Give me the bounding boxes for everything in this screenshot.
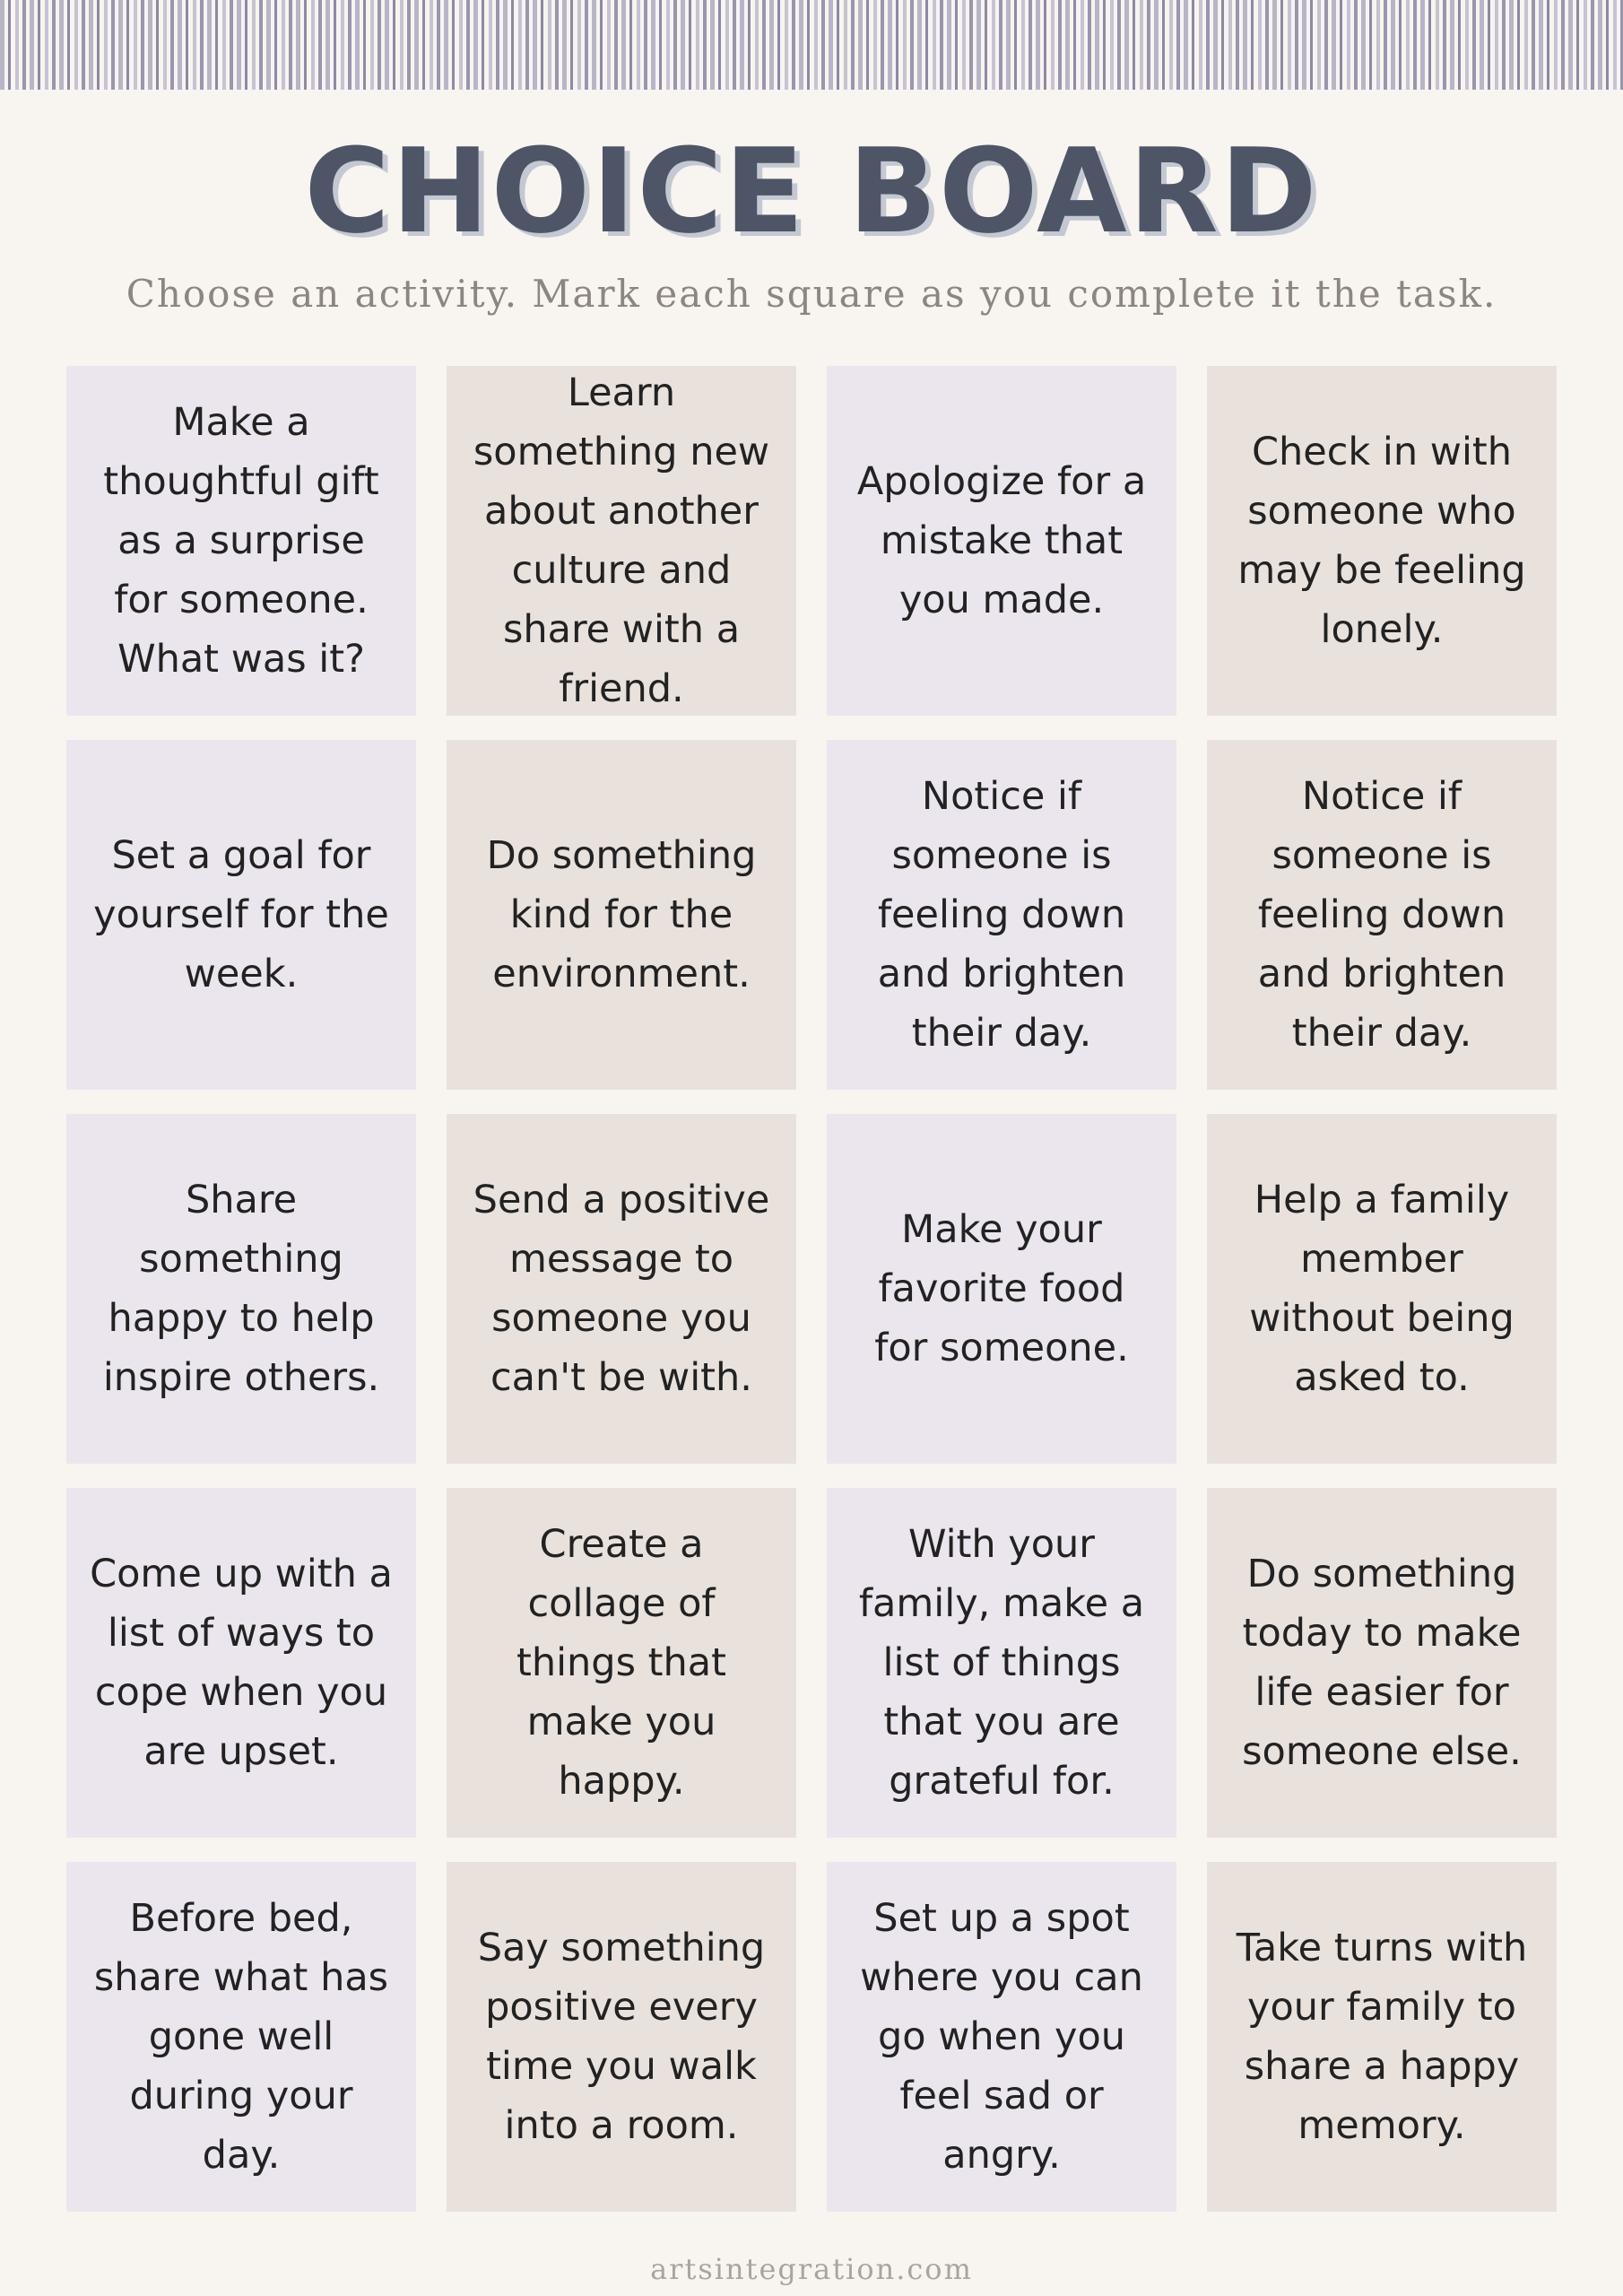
choice-text: Take turns with your family to share a happy memory. (1236, 1926, 1528, 2148)
choice-text: Come up with a list of ways to cope when you are upset. (90, 1552, 393, 1774)
choice-text: Set up a spot where you can go when you feel sad or angry. (860, 1896, 1143, 2178)
choice-text: Help a family member without being asked to. (1249, 1178, 1515, 1400)
choice-text: Learn something new about another culture and share with a friend. (473, 370, 770, 711)
page-subtitle: Choose an activity. Mark each square as you complete it the task. (126, 272, 1497, 316)
choice-square[interactable] (66, 1862, 416, 2212)
choice-square[interactable] (447, 740, 796, 1090)
choice-text: Say something positive every time you walk into a room. (477, 1926, 766, 2148)
choice-square[interactable] (827, 1488, 1176, 1838)
choice-square[interactable] (66, 1114, 416, 1464)
choice-square[interactable] (1207, 740, 1557, 1090)
choice-text: Notice if someone is feeling down and brighten their day. (877, 774, 1126, 1056)
choice-square[interactable] (827, 366, 1176, 716)
choice-text: Set a goal for yourself for the week. (93, 833, 389, 996)
choice-square[interactable] (66, 740, 416, 1090)
choice-square[interactable] (1207, 1488, 1557, 1838)
choice-text: Make your favorite food for someone. (874, 1207, 1129, 1370)
choice-text: Notice if someone is feeling down and brighten their day. (1257, 774, 1506, 1056)
choice-square[interactable] (66, 1488, 416, 1838)
choice-text: Before bed, share what has gone well during your day. (93, 1896, 389, 2178)
striped-header-decoration (0, 0, 1623, 90)
choice-square[interactable] (447, 1488, 796, 1838)
choice-square[interactable] (1207, 366, 1557, 716)
choice-square[interactable] (827, 740, 1176, 1090)
choice-square[interactable] (1207, 1114, 1557, 1464)
choice-text: Do something kind for the environment. (486, 833, 757, 996)
choice-square[interactable] (827, 1862, 1176, 2212)
choice-text: Send a positive message to someone you can't be with. (473, 1178, 770, 1400)
choice-text: Apologize for a mistake that you made. (856, 459, 1147, 622)
choice-text: Share something happy to help inspire others. (102, 1178, 380, 1400)
choice-square[interactable] (827, 1114, 1176, 1464)
choice-square[interactable] (447, 1862, 796, 2212)
choice-square[interactable] (447, 1114, 796, 1464)
page-title: CHOICE BOARD (304, 123, 1319, 259)
choice-text: With your family, make a list of things that you are grateful for. (858, 1522, 1145, 1804)
footer-website: artsintegration.com (650, 2252, 973, 2286)
choice-text: Do something today to make life easier for someone else. (1242, 1552, 1522, 1774)
choice-board-grid (66, 366, 1558, 2213)
choice-text: Check in with someone who may be feeling lonely. (1237, 430, 1526, 652)
choice-text: Make a thoughtful gift as a surprise for someone. What was it? (103, 400, 379, 682)
choice-square[interactable] (447, 366, 796, 716)
choice-text: Create a collage of things that make you happy. (516, 1522, 726, 1804)
choice-square[interactable] (1207, 1862, 1557, 2212)
choice-square[interactable] (66, 366, 416, 716)
